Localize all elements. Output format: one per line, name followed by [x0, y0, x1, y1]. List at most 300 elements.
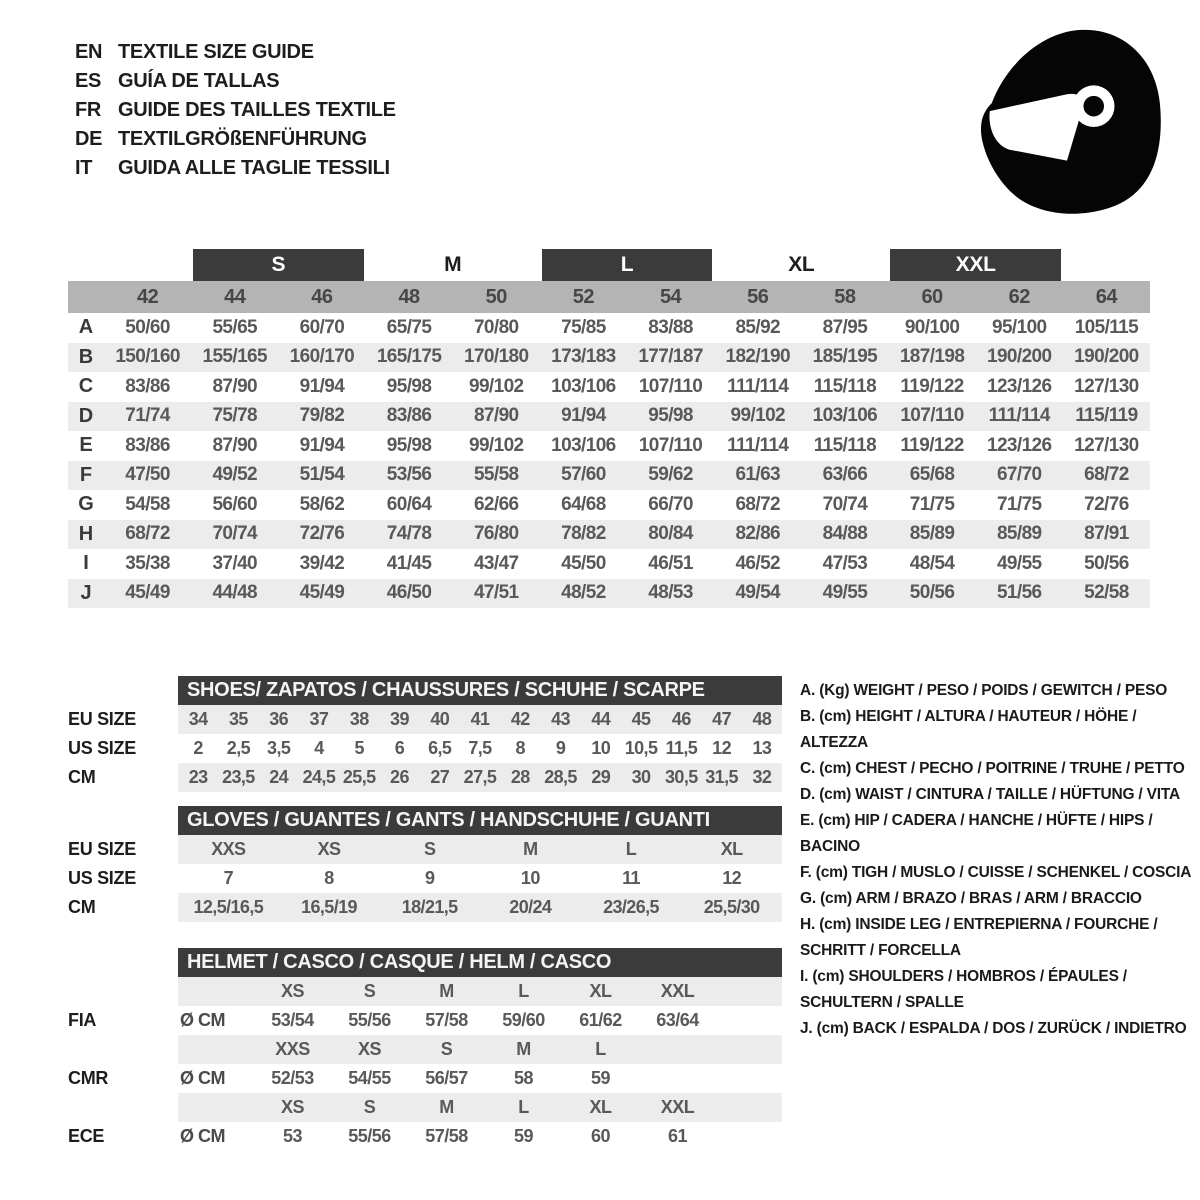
shoes-value: 10,5	[624, 738, 658, 758]
shoes-value: 27	[430, 767, 450, 787]
title-line-es	[75, 67, 396, 96]
helmet-size-label: S	[440, 1039, 453, 1059]
shoes-value: 48	[752, 709, 772, 729]
measure-value: 87/90	[212, 434, 258, 456]
measure-value: 76/80	[473, 523, 519, 545]
shoes-value: 34	[188, 709, 208, 729]
shoes-value: 42	[510, 709, 530, 729]
measure-value: 127/130	[1074, 434, 1139, 456]
helmet-size-cells	[178, 1035, 782, 1064]
shoes-value: 39	[390, 709, 409, 729]
measure-value: 72/76	[299, 523, 345, 545]
helmet-size-label: XS	[280, 981, 304, 1001]
title-line-de	[75, 125, 396, 154]
measure-value: 58/62	[299, 493, 345, 515]
measure-value: 87/90	[473, 405, 519, 427]
helmet-value: 61/62	[579, 1010, 622, 1030]
measure-value: 48/54	[909, 552, 955, 574]
shoes-table-header: SHOES/ ZAPATOS / CHAUSSURES / SCHUHE / SCARPE	[178, 676, 782, 705]
measure-value: 87/91	[1084, 523, 1129, 545]
measure-value: 170/180	[464, 346, 529, 368]
measure-value: 190/200	[987, 346, 1052, 368]
measure-value: 99/102	[468, 375, 524, 397]
measure-value: 68/72	[1084, 464, 1129, 486]
gloves-value: 8	[324, 868, 334, 888]
shoes-value: 4	[314, 738, 324, 758]
shoes-value: 26	[390, 767, 409, 787]
measure-value: 43/47	[473, 552, 519, 574]
measure-value: 65/75	[386, 316, 432, 338]
helmet-value: 54/55	[348, 1068, 391, 1088]
gloves-value: M	[523, 839, 538, 859]
measure-value: 83/86	[125, 434, 170, 456]
measure-value: 51/54	[299, 464, 345, 486]
measure-row-j	[68, 579, 1150, 609]
measure-value: 59/62	[648, 464, 693, 486]
shoes-value: 41	[470, 709, 490, 729]
measure-value: 123/126	[987, 375, 1052, 397]
gloves-value: 25,5/30	[703, 897, 760, 917]
measure-value: 57/60	[561, 464, 606, 486]
shoes-value: 30	[631, 767, 651, 787]
shoes-value: 29	[591, 767, 611, 787]
measure-value: 52/58	[1084, 582, 1129, 604]
shoes-value: 30,5	[665, 767, 698, 787]
measure-row-label: D	[78, 404, 94, 427]
main-size-table	[68, 249, 1150, 608]
gloves-value: XL	[720, 839, 743, 859]
helmet-value-cells	[178, 1064, 782, 1093]
measure-value: 66/70	[648, 493, 693, 515]
helmet-unit-label: Ø CM	[180, 1010, 225, 1030]
legend-item-e: E. (cm) HIP / CADERA / HANCHE / HÜFTE / HIPS / BACINO	[800, 812, 1153, 855]
measure-value: 187/198	[899, 346, 965, 368]
helmet-size-label: S	[363, 981, 376, 1001]
measure-row-label: G	[78, 493, 94, 516]
measure-value: 75/78	[212, 405, 258, 427]
measure-value: 47/51	[473, 582, 519, 604]
gloves-value: 23/26,5	[603, 897, 659, 917]
shoes-value: 8	[515, 738, 525, 758]
measure-value: 61/63	[735, 464, 781, 486]
measure-value: 107/110	[900, 405, 964, 427]
measure-value: 165/175	[376, 346, 442, 368]
measure-row-label: H	[78, 522, 94, 545]
measure-value: 54/58	[125, 493, 170, 515]
gloves-value: S	[423, 839, 436, 859]
shoes-value: 25,5	[342, 767, 376, 787]
measure-row-label: A	[78, 316, 94, 339]
helmet-size-label: L	[595, 1039, 606, 1059]
shoes-value: 40	[430, 709, 450, 729]
measure-value: 48/52	[561, 582, 606, 604]
gloves-row-us-size	[68, 864, 782, 893]
legend-item-g: G. (cm) ARM / BRAZO / BRAS / ARM / BRACCIO	[800, 890, 1142, 907]
gloves-value: 16,5/19	[301, 897, 357, 917]
helmet-sizes-row-cmr	[68, 1035, 782, 1064]
measure-row-e	[68, 431, 1150, 461]
helmet-size-label: L	[518, 1097, 529, 1117]
measure-value: 95/98	[648, 405, 693, 427]
shoes-row-cells	[178, 705, 782, 734]
measure-row-c	[68, 372, 1150, 402]
measure-value: 67/70	[996, 464, 1042, 486]
shoes-row-cells	[178, 734, 782, 763]
title-line-it	[75, 154, 396, 183]
guide-title: GUÍA DE TALLAS	[118, 70, 280, 92]
measure-value: 70/74	[822, 493, 868, 515]
helmet-value: 59	[513, 1126, 534, 1146]
helmet-value: 60	[590, 1126, 611, 1146]
shoes-value: 2	[193, 738, 203, 758]
shoes-value: 27,5	[463, 767, 497, 787]
measure-value: 71/74	[125, 405, 170, 427]
main-size-rows	[68, 313, 1150, 608]
measure-value: 53/56	[386, 464, 432, 486]
helmet-value: 56/57	[425, 1068, 468, 1088]
measure-row-b	[68, 343, 1150, 373]
helmet-size-label: XL	[589, 1097, 612, 1117]
shoes-value: 46	[671, 709, 691, 729]
measure-value: 115/119	[1075, 405, 1138, 427]
helmet-size-label: XXL	[660, 1097, 695, 1117]
measure-value: 79/82	[299, 405, 345, 427]
size-column-64: 64	[1095, 285, 1118, 308]
measure-value: 87/90	[212, 375, 258, 397]
helmet-value: 59/60	[502, 1010, 545, 1030]
helmet-value: 53	[282, 1126, 303, 1146]
helmet-value: 53/54	[271, 1010, 314, 1030]
measure-value: 91/94	[561, 405, 606, 427]
size-column-44: 44	[224, 285, 246, 308]
helmet-size-label: XS	[357, 1039, 381, 1059]
measure-value: 50/60	[125, 316, 170, 338]
measure-value: 71/75	[996, 493, 1042, 515]
measure-value: 49/54	[735, 582, 781, 604]
gloves-value: XXS	[211, 839, 246, 859]
shoes-value: 6	[394, 738, 405, 758]
measure-value: 115/118	[813, 434, 877, 456]
gloves-row-label: EU SIZE	[68, 839, 136, 859]
measure-value: 51/56	[996, 582, 1042, 604]
measure-value: 107/110	[638, 375, 703, 397]
guide-title: GUIDA ALLE TAGLIE TESSILI	[118, 157, 390, 179]
measure-value: 44/48	[212, 582, 258, 604]
measure-value: 47/50	[125, 464, 170, 486]
shoes-value: 2,5	[226, 738, 251, 758]
guide-title: TEXTILE SIZE GUIDE	[118, 41, 314, 63]
helmet-sizes-row-ece	[68, 1093, 782, 1122]
legend-item-c: C. (cm) CHEST / PECHO / POITRINE / TRUHE / PETTO	[800, 760, 1185, 777]
size-group-m: M	[444, 253, 462, 276]
measure-value: 103/106	[551, 375, 616, 397]
measure-row-a	[68, 313, 1150, 343]
measure-value: 99/102	[730, 405, 785, 427]
measure-value: 190/200	[1074, 346, 1139, 368]
helmet-size-label: XXL	[660, 981, 695, 1001]
measure-value: 60/64	[386, 493, 432, 515]
shoes-value: 11,5	[665, 738, 698, 758]
helmet-value: 57/58	[425, 1126, 468, 1146]
size-column-46: 46	[311, 285, 333, 308]
shoes-value: 12	[712, 738, 731, 758]
shoes-value: 47	[712, 709, 731, 729]
measure-value: 41/45	[386, 552, 432, 574]
measure-value: 78/82	[561, 523, 606, 545]
helmet-value: 61	[667, 1126, 688, 1146]
legend-item-j: J. (cm) BACK / ESPALDA / DOS / ZURÜCK / INDIETRO	[800, 1020, 1187, 1037]
shoes-value: 23,5	[222, 767, 255, 787]
shoes-value: 24	[269, 767, 289, 787]
measure-value: 46/52	[735, 552, 781, 574]
measure-value: 107/110	[638, 434, 703, 456]
gloves-value: 12,5/16,5	[193, 897, 264, 917]
helmet-standard-label: ECE	[68, 1126, 105, 1146]
measure-value: 105/115	[1074, 316, 1139, 338]
shoes-value: 38	[349, 709, 369, 729]
measure-value: 70/80	[473, 316, 519, 338]
shoes-row-us-size	[68, 734, 782, 763]
helmet-value-cells	[178, 1122, 782, 1151]
gloves-value: 7	[223, 868, 234, 888]
measure-value: 95/98	[386, 434, 432, 456]
measure-value: 48/53	[648, 582, 693, 604]
measure-value: 75/85	[561, 316, 606, 338]
measure-row-label: J	[80, 581, 92, 604]
helmet-value: 55/56	[348, 1010, 391, 1030]
measure-value: 45/50	[561, 552, 606, 574]
measure-value: 46/51	[648, 552, 693, 574]
measure-row-g	[68, 490, 1150, 520]
shoes-value: 7,5	[468, 738, 492, 758]
measure-value: 84/88	[822, 523, 868, 545]
shoes-value: 37	[309, 709, 329, 729]
title-line-en	[75, 38, 396, 67]
shoes-row-cm	[68, 763, 782, 792]
shoes-row-label: US SIZE	[68, 738, 136, 758]
gloves-row-eu-size	[68, 835, 782, 864]
measure-value: 91/94	[299, 375, 345, 397]
legend-item-i: I. (cm) SHOULDERS / HOMBROS / ÉPAULES / SCHULTERN / SPALLE	[800, 968, 1127, 1011]
measure-value: 45/49	[299, 582, 345, 604]
measure-value: 85/92	[735, 316, 781, 338]
measure-value: 119/122	[900, 434, 964, 456]
measure-value: 85/89	[909, 523, 955, 545]
language-code: IT	[75, 157, 93, 179]
helmet-standard-label: FIA	[68, 1010, 97, 1030]
measure-value: 50/56	[1084, 552, 1129, 574]
size-column-60: 60	[921, 285, 943, 308]
measure-value: 83/86	[386, 405, 432, 427]
helmet-size-label: XS	[280, 1097, 304, 1117]
measure-value: 83/88	[648, 316, 693, 338]
size-column-42: 42	[136, 285, 159, 308]
size-column-62: 62	[1008, 285, 1030, 308]
shoes-value: 23	[188, 767, 208, 787]
helmet-size-cells	[178, 977, 782, 1006]
shoes-value: 13	[752, 738, 772, 758]
measure-value: 50/56	[909, 582, 955, 604]
gloves-value: L	[625, 839, 637, 859]
shoes-table	[68, 676, 782, 792]
shoes-value: 28	[510, 767, 530, 787]
measure-value: 55/65	[212, 316, 258, 338]
measure-value: 65/68	[909, 464, 955, 486]
measure-value: 74/78	[386, 523, 432, 545]
helmet-sizes-row-fia	[68, 977, 782, 1006]
bottom-tables	[68, 676, 782, 1151]
size-column-54: 54	[659, 285, 682, 308]
shoes-value: 31,5	[705, 767, 738, 787]
helmet-unit-label: Ø CM	[180, 1068, 225, 1088]
measure-value: 127/130	[1074, 375, 1139, 397]
legend-item-h: H. (cm) INSIDE LEG / ENTREPIERNA / FOURCHE / SCHRITT / FORCELLA	[800, 916, 1158, 959]
legend-item-a: A. (Kg) WEIGHT / PESO / POIDS / GEWITCH / PESO	[800, 682, 1168, 699]
helmet-table-header: HELMET / CASCO / CASQUE / HELM / CASCO	[178, 948, 782, 977]
size-group-row	[68, 249, 1150, 281]
shoes-row-eu-size	[68, 705, 782, 734]
shoes-row-label: EU SIZE	[68, 709, 136, 729]
title-line-fr	[75, 96, 396, 125]
gloves-value: 18/21,5	[401, 897, 458, 917]
gloves-value: 9	[424, 868, 435, 888]
measure-value: 64/68	[561, 493, 606, 515]
size-column-52: 52	[572, 285, 595, 308]
shoes-row-label: CM	[68, 767, 96, 787]
gloves-table-header: GLOVES / GUANTES / GANTS / HANDSCHUHE / GUANTI	[178, 806, 782, 835]
size-column-50: 50	[485, 285, 507, 308]
helmet-value: 57/58	[425, 1010, 468, 1030]
measure-value: 39/42	[299, 552, 345, 574]
measure-value: 68/72	[735, 493, 781, 515]
measure-value: 71/75	[909, 493, 955, 515]
size-group-s: S	[193, 249, 363, 281]
measure-row-f	[68, 461, 1150, 491]
helmet-value: 58	[513, 1068, 534, 1088]
helmet-standard-label: CMR	[68, 1068, 109, 1088]
measure-value: 155/165	[202, 346, 267, 368]
measure-value: 60/70	[299, 316, 345, 338]
helmet-table	[68, 948, 782, 1151]
measure-value: 56/60	[212, 493, 258, 515]
measure-value: 95/100	[991, 316, 1047, 338]
shoes-value: 43	[551, 709, 570, 729]
shoes-value: 45	[631, 709, 651, 729]
gloves-row-label: US SIZE	[68, 868, 136, 888]
shoes-value: 10	[591, 738, 611, 758]
measure-row-label: F	[79, 463, 93, 486]
helmet-size-label: M	[439, 1097, 454, 1117]
helmet-size-label: XXS	[275, 1039, 310, 1059]
helmet-size-label: S	[363, 1097, 376, 1117]
helmet-value: 55/56	[348, 1126, 391, 1146]
gloves-value: 20/24	[509, 897, 552, 917]
guide-title: GUIDE DES TAILLES TEXTILE	[118, 99, 396, 121]
size-group-xl: XL	[788, 253, 815, 276]
measure-value: 80/84	[648, 523, 693, 545]
measure-value: 177/187	[638, 346, 703, 368]
measure-value: 47/53	[822, 552, 868, 574]
size-column-58: 58	[834, 285, 856, 308]
shoes-value: 6,5	[428, 738, 452, 758]
measure-value: 111/114	[727, 434, 789, 456]
measure-value: 95/98	[386, 375, 432, 397]
shoes-value: 44	[591, 709, 611, 729]
shoes-row-cells	[178, 763, 782, 792]
helmet-size-label: XL	[589, 981, 612, 1001]
shoes-value: 5	[354, 738, 364, 758]
gloves-row-cells	[178, 864, 782, 893]
measure-value: 119/122	[900, 375, 964, 397]
measure-value: 70/74	[212, 523, 258, 545]
measure-value: 150/160	[115, 346, 180, 368]
language-code: DE	[75, 128, 103, 150]
shoes-value: 32	[752, 767, 772, 787]
legend-item-f: F. (cm) TIGH / MUSLO / CUISSE / SCHENKEL / COSCIA	[800, 864, 1192, 881]
measure-value: 72/76	[1084, 493, 1129, 515]
measure-value: 55/58	[473, 464, 519, 486]
size-group-l: L	[542, 249, 712, 281]
measure-row-label: C	[78, 375, 94, 398]
measure-value: 123/126	[987, 434, 1052, 456]
gloves-row-cells	[178, 893, 782, 922]
measure-row-d	[68, 402, 1150, 432]
measure-value: 182/190	[725, 346, 790, 368]
measure-value: 45/49	[125, 582, 170, 604]
gloves-value: XS	[317, 839, 341, 859]
measure-value: 91/94	[299, 434, 345, 456]
measure-row-label: I	[83, 552, 89, 575]
helmet-values-row-ece	[68, 1122, 782, 1151]
measure-value: 49/52	[212, 464, 258, 486]
measure-value: 111/114	[727, 375, 789, 397]
shoes-value: 35	[228, 709, 248, 729]
measure-value: 83/86	[125, 375, 170, 397]
measure-value: 90/100	[904, 316, 960, 338]
gloves-row-cells	[178, 835, 782, 864]
gloves-table	[68, 806, 782, 922]
language-code: EN	[75, 41, 103, 63]
measure-value: 35/38	[125, 552, 170, 574]
gloves-value: 10	[520, 868, 540, 888]
helmet-row-label-empty	[68, 1035, 178, 1064]
gloves-value: 12	[722, 868, 742, 888]
helmet-size-label: M	[439, 981, 454, 1001]
legend-item-b: B. (cm) HEIGHT / ALTURA / HAUTEUR / HÖHE / ALTEZZA	[800, 708, 1137, 751]
measure-row-label: E	[79, 434, 93, 457]
measure-row-i	[68, 549, 1150, 579]
title-block	[75, 38, 396, 183]
measure-value: 85/89	[996, 523, 1042, 545]
measurement-legend	[800, 678, 1192, 1042]
measure-value: 49/55	[996, 552, 1042, 574]
guide-title: TEXTILGRÖßENFÜHRUNG	[118, 128, 367, 150]
measure-value: 185/195	[812, 346, 878, 368]
measure-value: 173/183	[551, 346, 616, 368]
measure-value: 160/170	[289, 346, 355, 368]
measure-value: 99/102	[468, 434, 524, 456]
language-code: FR	[75, 99, 102, 121]
gloves-row-label: CM	[68, 897, 96, 917]
helmet-value: 63/64	[656, 1010, 699, 1030]
measure-value: 63/66	[822, 464, 868, 486]
shoes-value: 3,5	[267, 738, 291, 758]
helmet-unit-label: Ø CM	[180, 1126, 225, 1146]
helmet-size-label: M	[516, 1039, 531, 1059]
size-column-56: 56	[747, 285, 769, 308]
racing-helmet-icon	[968, 20, 1166, 222]
helmet-values-row-fia	[68, 1006, 782, 1035]
